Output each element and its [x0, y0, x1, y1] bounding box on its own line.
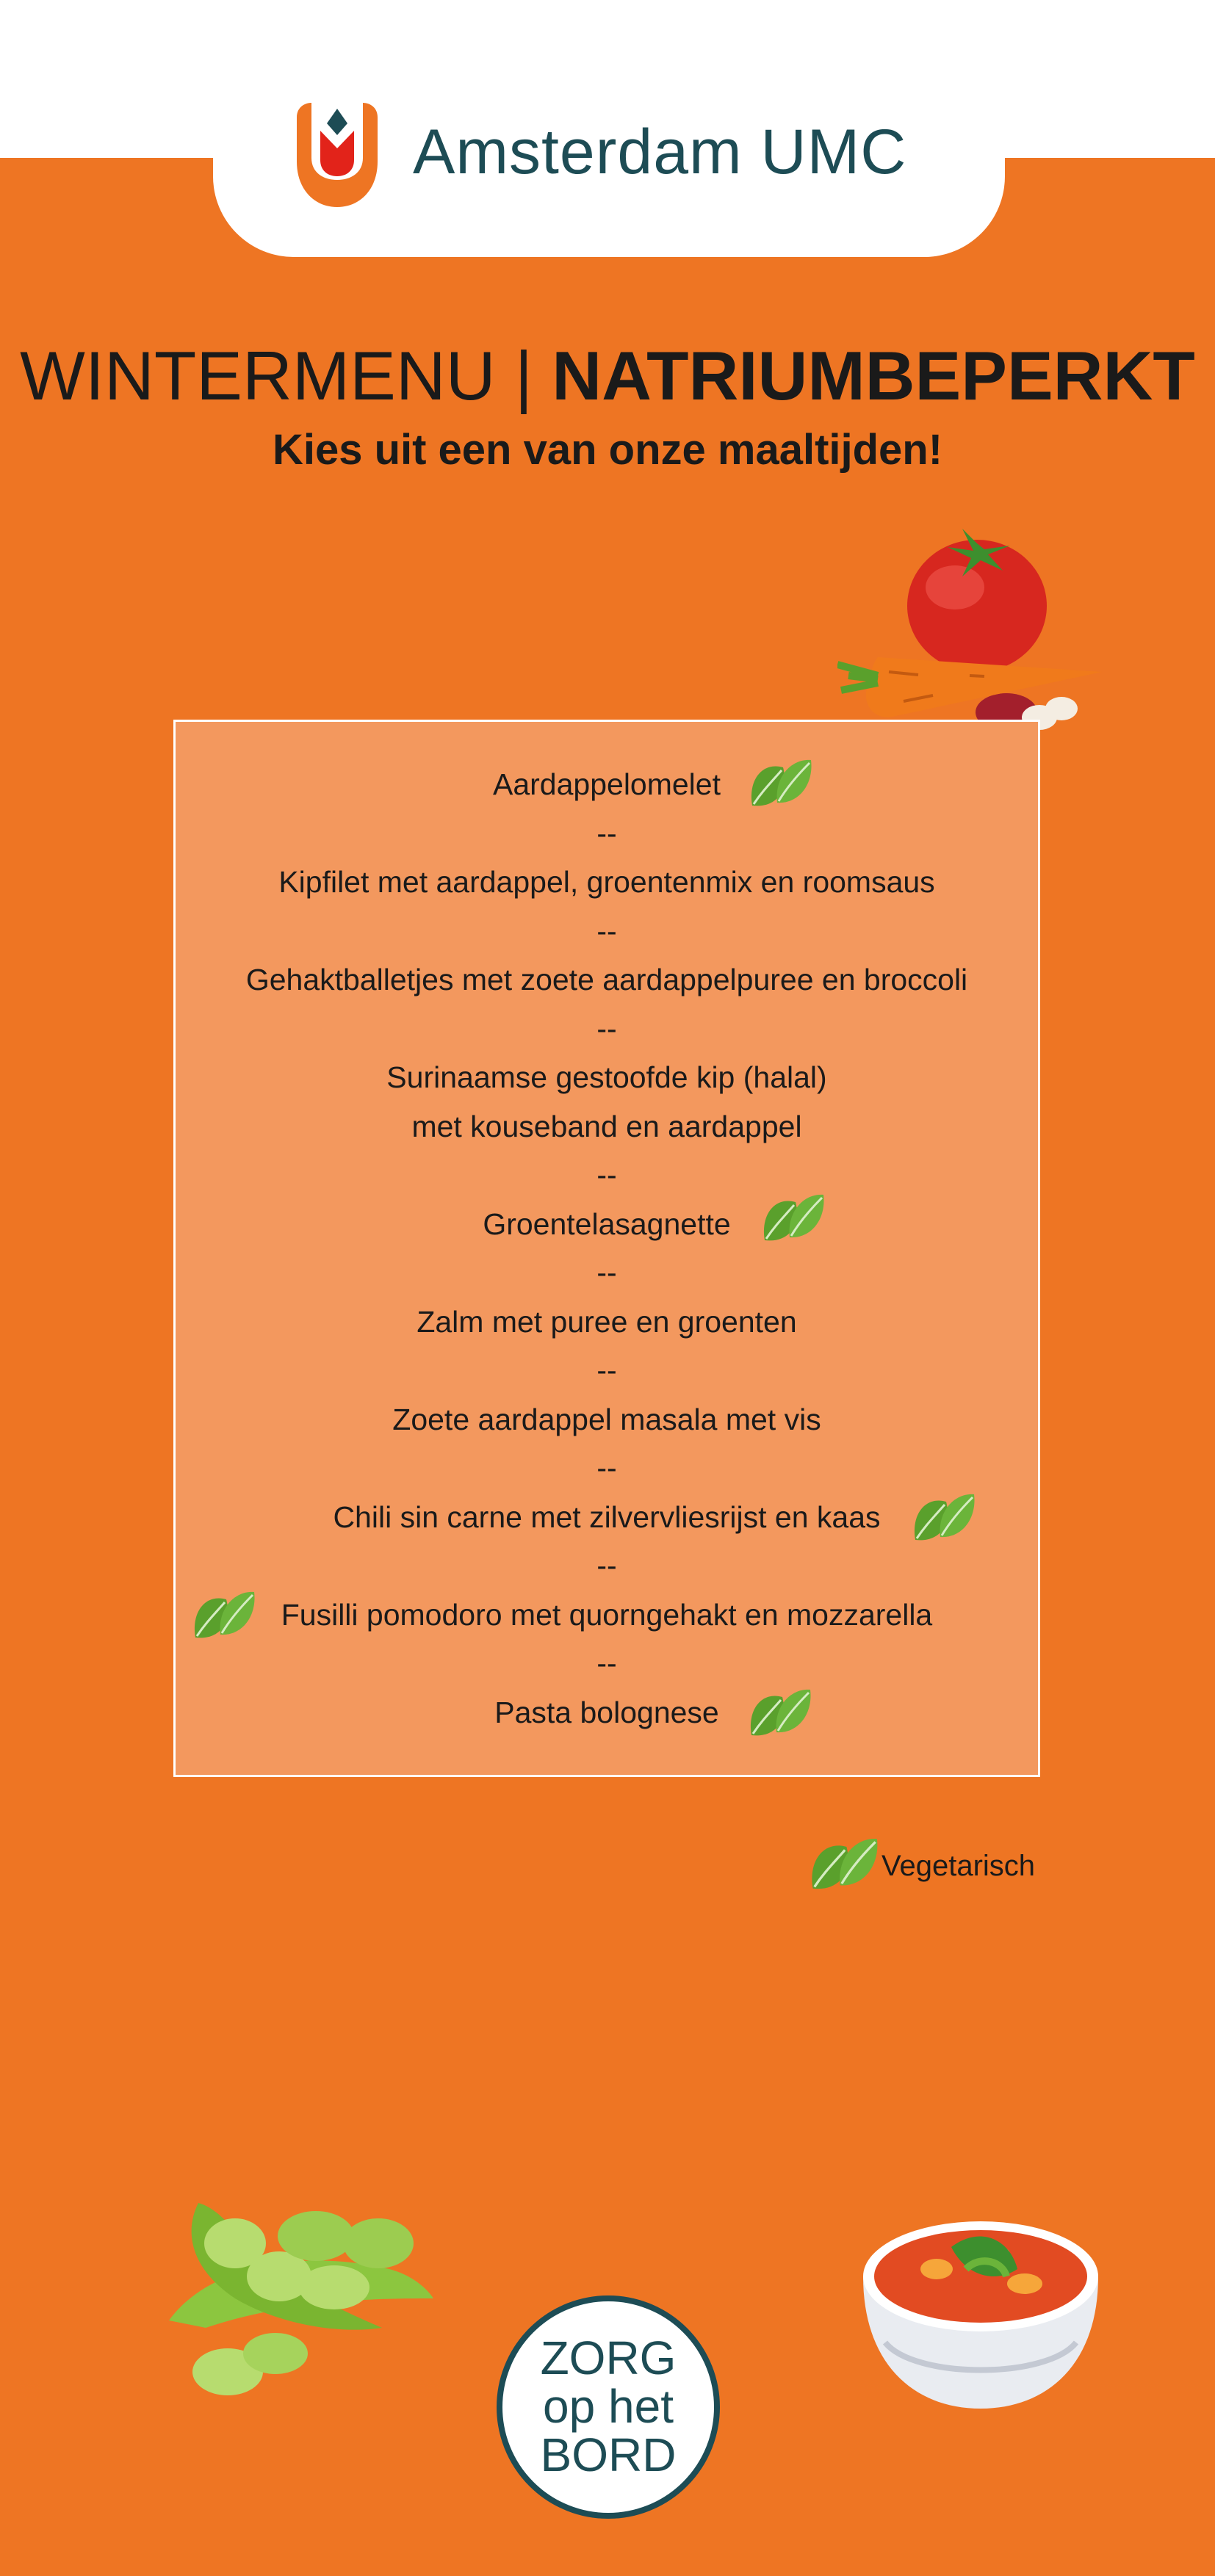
menu-separator: --	[596, 1012, 617, 1046]
leaf-icon	[911, 1488, 976, 1547]
badge-line-1: ZORG	[540, 2331, 677, 2384]
menu-item: Kipfilet met aardappel, groentenmix en roomsaus	[278, 865, 935, 899]
title-light: WINTERMENU |	[20, 337, 552, 414]
brand-name: Amsterdam UMC	[413, 117, 907, 187]
menu-separator: --	[596, 914, 617, 948]
leaf-icon	[191, 1586, 256, 1645]
badge-line-2: op het	[543, 2380, 674, 2433]
page-title	[0, 332, 1215, 420]
menu-item: Fusilli pomodoro met quorngehakt en mozzarella	[281, 1598, 933, 1632]
leaf-icon	[747, 1684, 812, 1743]
menu-item: met kouseband en aardappel	[411, 1110, 802, 1143]
menu-separator: --	[596, 1549, 617, 1582]
leaf-icon	[748, 754, 812, 813]
edamame-illustration	[162, 2188, 492, 2409]
menu-item: Gehaktballetjes met zoete aardappelpuree en broccoli	[245, 963, 968, 996]
soup-bowl-illustration	[856, 2203, 1106, 2423]
menu-item: Groentelasagnette	[483, 1207, 731, 1241]
menu-separator: --	[596, 1451, 617, 1485]
menu-separator: --	[596, 1646, 617, 1680]
menu-item: Surinaamse gestoofde kip (halal)	[386, 1060, 827, 1094]
menu-separator: --	[596, 1353, 617, 1387]
menu-separator: --	[596, 1158, 617, 1192]
page-subtitle: Kies uit een van onze maaltijden!	[272, 426, 943, 474]
menu-separator: --	[596, 1256, 617, 1289]
legend-leaf-icon	[808, 1832, 879, 1897]
tulip-logo-icon	[292, 103, 382, 209]
menu-separator: --	[596, 817, 617, 850]
legend-label: Vegetarisch	[881, 1850, 1036, 1882]
menu-item: Chili sin carne met zilvervliesrijst en kaas	[333, 1500, 881, 1534]
tomato-carrot-illustration	[837, 525, 1117, 745]
title-bold: NATRIUMBEPERKT	[552, 337, 1195, 414]
menu-item: Zoete aardappel masala met vis	[392, 1403, 821, 1436]
badge-line-3: BORD	[540, 2428, 677, 2481]
menu-item: Pasta bolognese	[494, 1696, 719, 1729]
menu-item: Zalm met puree en groenten	[417, 1305, 797, 1339]
menu-item: Aardappelomelet	[493, 767, 721, 801]
zorg-op-het-bord-badge	[497, 2295, 720, 2519]
leaf-icon	[760, 1189, 825, 1248]
